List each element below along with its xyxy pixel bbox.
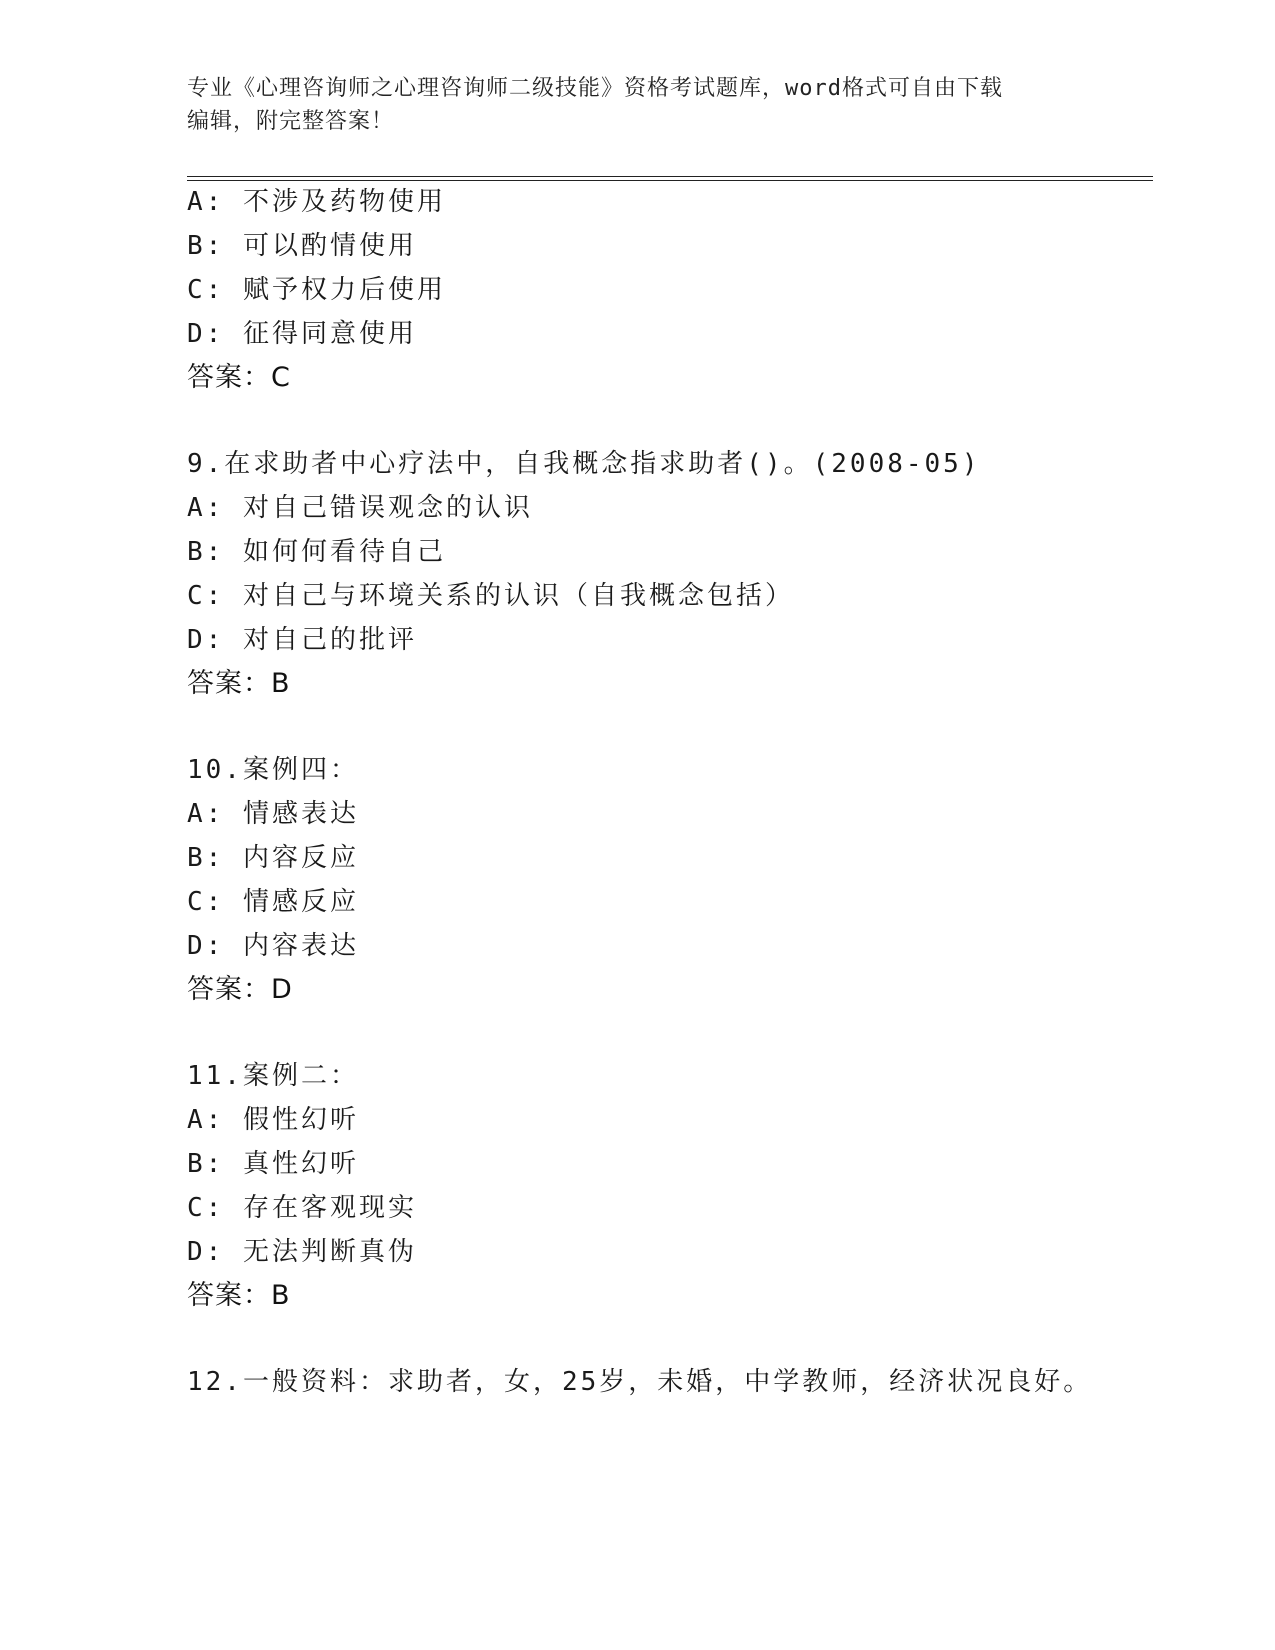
q9-option-d: D: 对自己的批评: [187, 625, 417, 655]
q8-answer: 答案：C: [187, 362, 291, 393]
q9-option-c: C: 对自己与环境关系的认识（自我概念包括）: [187, 581, 794, 611]
q9-option-b: B: 如何何看待自己: [187, 537, 446, 567]
header-line-1: 专业《心理咨询师之心理咨询师二级技能》资格考试题库，word格式可自由下载: [187, 76, 1003, 101]
q11-option-a: A: 假性幻听: [187, 1105, 359, 1135]
q12-question: 12.一般资料：求助者，女，25岁，未婚，中学教师，经济状况良好。: [187, 1367, 1093, 1397]
q11-option-d: D: 无法判断真伪: [187, 1237, 417, 1267]
header-divider: [187, 176, 1153, 181]
q10-option-c: C: 情感反应: [187, 887, 359, 917]
q10-option-d: D: 内容表达: [187, 931, 359, 961]
q10-answer: 答案：D: [187, 974, 293, 1005]
q11-option-c: C: 存在客观现实: [187, 1193, 417, 1223]
document-header: [187, 72, 1067, 138]
q10-option-b: B: 内容反应: [187, 843, 359, 873]
q9-option-a: A: 对自己错误观念的认识: [187, 493, 533, 523]
q8-option-d: D: 征得同意使用: [187, 319, 417, 349]
q11-answer: 答案：B: [187, 1280, 291, 1311]
q8-option-c: C: 赋予权力后使用: [187, 275, 446, 305]
q10-question: 10.案例四：: [187, 755, 359, 785]
q9-question: 9.在求助者中心疗法中，自我概念指求助者()。(2008-05): [187, 449, 981, 479]
q9-answer: 答案：B: [187, 668, 291, 699]
q8-option-b: B: 可以酌情使用: [187, 231, 417, 261]
header-line-2: 编辑，附完整答案！: [187, 109, 395, 134]
q8-option-a: A: 不涉及药物使用: [187, 187, 446, 217]
q11-question: 11.案例二：: [187, 1061, 359, 1091]
q10-option-a: A: 情感表达: [187, 799, 359, 829]
q11-option-b: B: 真性幻听: [187, 1149, 359, 1179]
